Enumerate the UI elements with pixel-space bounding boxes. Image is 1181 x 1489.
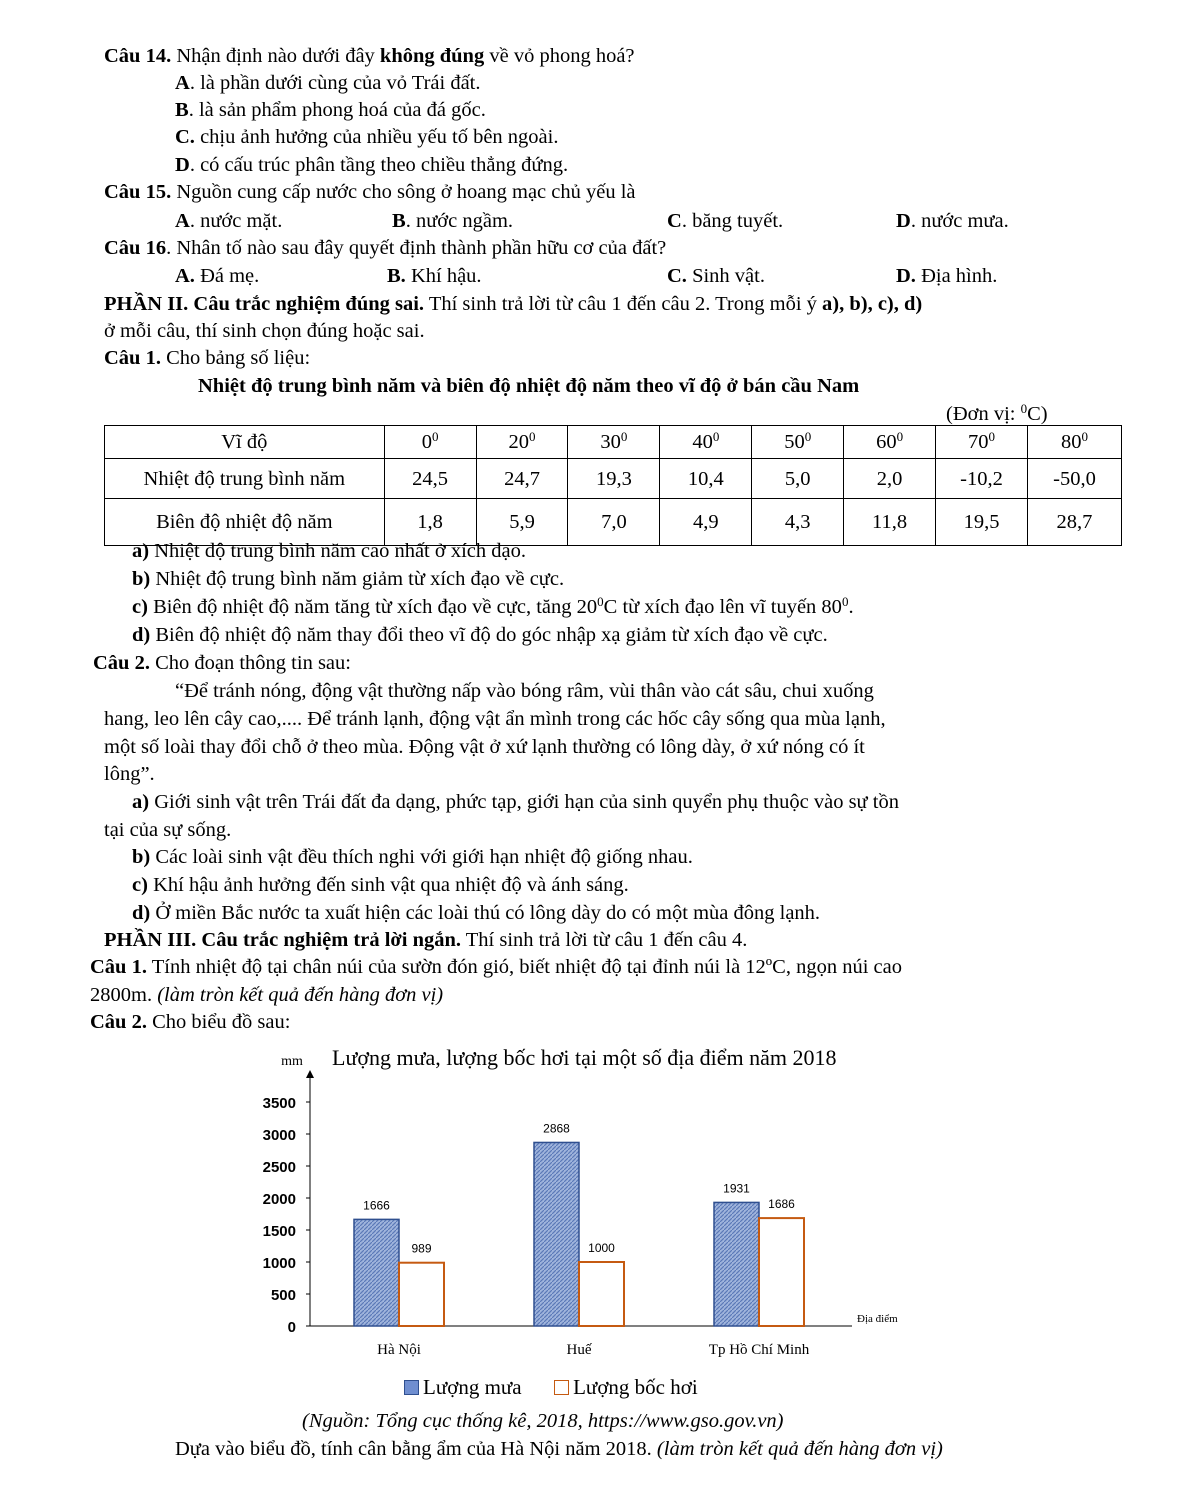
- option-text: Sinh vật.: [686, 265, 765, 287]
- p2q2-item-a[interactable]: [132, 788, 899, 816]
- quote-line-4: lông”.: [104, 763, 155, 785]
- table-row-latitude: [105, 426, 1122, 459]
- y-ticks: [263, 1095, 310, 1336]
- option-text: Địa hình.: [915, 265, 998, 287]
- bar-value-label: 2868: [543, 1121, 570, 1136]
- item-key: c): [132, 874, 148, 896]
- bar-rain: [534, 1142, 579, 1326]
- table-cell: -10,2: [936, 459, 1028, 499]
- q16-option-a[interactable]: [175, 262, 259, 290]
- row-header: Biên độ nhiệt độ năm: [105, 499, 385, 546]
- item-text: Nhiệt độ trung bình năm cao nhất ở xích đạo.: [149, 540, 526, 562]
- x-tick-label: Tp Hồ Chí Minh: [708, 1342, 810, 1358]
- bar-value-label: 1931: [723, 1181, 750, 1196]
- item-key: a): [132, 540, 150, 562]
- q14-text-post: về vỏ phong hoá?: [484, 45, 635, 67]
- latitude-value: 0: [421, 431, 432, 453]
- q15-text: Nguồn cung cấp nước cho sông ở hoang mạc chủ yếu là: [171, 181, 636, 203]
- y-tick-label: 1500: [262, 1223, 296, 1240]
- table-row-avg-temp: [105, 459, 1122, 499]
- q14-option-c[interactable]: [175, 123, 558, 151]
- table-cell: 28,7: [1027, 499, 1121, 546]
- q14-option-b[interactable]: [175, 96, 486, 124]
- q16-option-c[interactable]: [667, 262, 765, 290]
- latitude-value: 70: [968, 431, 989, 453]
- table-cell: 5,9: [476, 499, 568, 546]
- option-text: Khí hậu.: [405, 265, 482, 287]
- p2q2-text: Cho đoạn thông tin sau:: [149, 652, 351, 674]
- item-text: Ở miền Bắc nước ta xuất hiện các loài thú có lông dày do có một mùa đông lạnh.: [150, 902, 821, 924]
- q14-option-a[interactable]: [175, 69, 481, 97]
- option-key: D: [896, 210, 911, 232]
- unit-text: (Đơn vị:: [946, 403, 1021, 425]
- latitude-cell: [476, 426, 568, 459]
- latitude-value: 50: [784, 431, 805, 453]
- chart-title: Lượng mưa, lượng bốc hơi tại một số địa điểm năm 2018: [332, 1045, 837, 1070]
- x-tick-label: Hà Nội: [377, 1342, 421, 1358]
- y-tick-label: 500: [270, 1287, 296, 1304]
- item-text: Các loài sinh vật đều thích nghi với giới hạn nhiệt độ giống nhau.: [150, 846, 693, 868]
- p3q2-question-text: Dựa vào biểu đồ, tính cân bằng ẩm của Hà Nội năm 2018.: [175, 1438, 657, 1460]
- q16-text: . Nhân tố nào sau đây quyết định thành phần hữu cơ của đất?: [166, 237, 667, 259]
- table-cell: 19,3: [568, 459, 660, 499]
- option-key: C.: [667, 265, 687, 287]
- q14-stem: [104, 42, 635, 70]
- bar-value-label: 989: [411, 1241, 432, 1256]
- chart-legend: [404, 1373, 698, 1401]
- q15-label: Câu 15.: [104, 181, 172, 203]
- p2q2-item-d[interactable]: [132, 899, 820, 927]
- bars: [354, 1121, 804, 1326]
- table-cell: 24,5: [384, 459, 476, 499]
- latitude-value: 30: [600, 431, 621, 453]
- q14-text-pre: Nhận định nào dưới đây: [171, 45, 380, 67]
- y-axis-unit: mm: [281, 1054, 303, 1069]
- q14-text-bold: không đúng: [379, 45, 485, 67]
- table-cell: 19,5: [936, 499, 1028, 546]
- p3q2-stem: [90, 1008, 290, 1036]
- item-key: d): [132, 624, 151, 646]
- item-key: a): [132, 791, 150, 813]
- y-tick-label: 3500: [262, 1095, 296, 1112]
- part2-heading: [104, 290, 922, 318]
- option-text: . có cấu trúc phân tầng theo chiều thẳng đứng.: [189, 154, 569, 176]
- option-text: . nước mưa.: [910, 210, 1009, 232]
- table-cell: 24,7: [476, 459, 568, 499]
- option-key: C: [667, 210, 682, 232]
- bar-evap: [399, 1263, 444, 1326]
- degree-sup: 0: [1081, 429, 1088, 444]
- item-key: b): [132, 568, 151, 590]
- part2-title: PHẦN II. Câu trắc nghiệm đúng sai.: [104, 293, 425, 315]
- latitude-cell: [1027, 426, 1121, 459]
- q14-label: Câu 14.: [104, 45, 172, 67]
- item-text: Biên độ nhiệt độ năm thay đổi theo vĩ độ do góc nhập xạ giảm từ xích đạo về cực.: [150, 624, 828, 646]
- p3q1-rounding-note: (làm tròn kết quả đến hàng đơn vị): [157, 984, 444, 1006]
- p2q1-item-d[interactable]: [132, 621, 828, 649]
- unit-degree: 0: [1020, 401, 1028, 416]
- table-cell: 7,0: [568, 499, 660, 546]
- quote-line-3: một số loài thay đổi chỗ ở theo mùa. Động vật ở xứ lạnh thường có lông dày, ở xứ nóng có ít: [104, 736, 865, 758]
- part2-instruction-line2: ở mỗi câu, thí sinh chọn đúng hoặc sai.: [104, 320, 425, 342]
- bar-value-label: 1000: [588, 1241, 615, 1255]
- latitude-cell: [384, 426, 476, 459]
- latitude-value: 60: [876, 431, 897, 453]
- option-text: . nước mặt.: [189, 210, 283, 232]
- p3q2-question: [175, 1435, 943, 1463]
- q15-stem: [104, 178, 636, 206]
- option-text: chịu ảnh hưởng của nhiều yếu tố bên ngoài.: [194, 126, 559, 148]
- degree-sup: 0: [988, 429, 996, 444]
- degree-sup: 0: [841, 594, 849, 609]
- p2q2-label: Câu 2.: [93, 652, 150, 674]
- chart-source: (Nguồn: Tổng cục thống kê, 2018, https://www.gso.gov.vn): [302, 1410, 784, 1432]
- bar-value-label: 1686: [768, 1197, 795, 1212]
- p2q2-item-a-cont: tại của sự sống.: [104, 819, 232, 841]
- option-key: B: [392, 210, 406, 232]
- p3q1-label: Câu 1.: [90, 956, 147, 978]
- y-tick-label: 1000: [262, 1255, 296, 1272]
- row-header: Vĩ độ: [105, 426, 385, 459]
- option-key: A: [175, 72, 190, 94]
- latitude-cell: [568, 426, 660, 459]
- table-cell: 10,4: [660, 459, 752, 499]
- table-cell: 2,0: [844, 459, 936, 499]
- latitude-cell: [660, 426, 752, 459]
- unit-text-end: C): [1027, 403, 1048, 425]
- option-key: A: [175, 210, 190, 232]
- option-key: B: [175, 99, 189, 121]
- p2q2-stem: [93, 649, 351, 677]
- item-key: b): [132, 846, 151, 868]
- q15-option-a[interactable]: [175, 207, 282, 235]
- p3q1-line2: [90, 981, 443, 1009]
- option-text: . là sản phẩm phong hoá của đá gốc.: [188, 99, 486, 121]
- latitude-value: 40: [692, 431, 713, 453]
- q15-option-b[interactable]: [392, 207, 513, 235]
- legend-swatch-rain-icon: [404, 1380, 419, 1395]
- p2q1-label: Câu 1.: [104, 347, 161, 369]
- q16-stem: [104, 234, 666, 262]
- option-text: . nước ngầm.: [405, 210, 514, 232]
- option-key: A.: [175, 265, 195, 287]
- p3q1-stem: [90, 953, 902, 981]
- option-text: . băng tuyết.: [681, 210, 784, 232]
- p2q2-item-b[interactable]: [132, 843, 693, 871]
- table-cell: 11,8: [844, 499, 936, 546]
- p3q2-rounding-note: (làm tròn kết quả đến hàng đơn vị): [656, 1438, 943, 1460]
- item-text: .: [848, 596, 854, 618]
- quote-line-1: “Để tránh nóng, động vật thường nấp vào bóng râm, vùi thân vào cát sâu, chui xuống: [175, 680, 874, 702]
- q14-option-d[interactable]: [175, 151, 568, 179]
- option-key: B.: [387, 265, 406, 287]
- p3q1-text: Tính nhiệt độ tại chân núi của sườn đón gió, biết nhiệt độ tại đỉnh núi là 12ºC, ngọn núi cao: [146, 956, 902, 978]
- option-key: D.: [896, 265, 916, 287]
- p3q2-label: Câu 2.: [90, 1011, 147, 1033]
- p3q1-text-line2: 2800m.: [90, 984, 158, 1006]
- item-text: C từ xích đạo lên vĩ tuyến 80: [603, 596, 842, 618]
- q16-option-b[interactable]: [387, 262, 482, 290]
- part2-items: a), b), c), d): [822, 293, 923, 315]
- option-key: C.: [175, 126, 195, 148]
- legend-swatch-evap-icon: [554, 1380, 569, 1395]
- y-tick-label: 2500: [262, 1159, 296, 1176]
- rainfall-evaporation-chart: [240, 1038, 920, 1368]
- latitude-cell: [936, 426, 1028, 459]
- degree-sup: 0: [712, 429, 720, 444]
- p3q2-text: Cho biểu đồ sau:: [146, 1011, 291, 1033]
- legend-label-rain: Lượng mưa: [423, 1375, 522, 1399]
- latitude-cell: [752, 426, 844, 459]
- table-cell: -50,0: [1027, 459, 1121, 499]
- option-text: Đá mẹ.: [194, 265, 260, 287]
- part3-instruction: Thí sinh trả lời từ câu 1 đến câu 4.: [461, 929, 748, 951]
- y-tick-label: 2000: [262, 1191, 296, 1208]
- item-text: Giới sinh vật trên Trái đất đa dạng, phức tạp, giới hạn của sinh quyển phụ thuộc vào sự tồn: [149, 791, 899, 813]
- bar-rain: [714, 1202, 759, 1326]
- part2-instruction: Thí sinh trả lời từ câu 1 đến câu 2. Trong mỗi ý: [424, 293, 823, 315]
- part3-title: PHẦN III. Câu trắc nghiệm trả lời ngắn.: [104, 929, 462, 951]
- x-labels: [377, 1342, 810, 1358]
- p2q1-text: Cho bảng số liệu:: [160, 347, 311, 369]
- item-key: d): [132, 902, 151, 924]
- degree-sup: 0: [804, 429, 812, 444]
- part3-heading: [104, 926, 747, 954]
- bar-rain: [354, 1219, 399, 1326]
- q15-option-c[interactable]: [667, 207, 783, 235]
- bar-evap: [579, 1262, 624, 1326]
- bar-evap: [759, 1218, 804, 1326]
- degree-sup: 0: [431, 429, 439, 444]
- y-tick-label: 3000: [262, 1127, 296, 1144]
- table-cell: 5,0: [752, 459, 844, 499]
- x-axis-label: Địa điểm: [857, 1313, 898, 1325]
- bar-value-label: 1666: [363, 1198, 390, 1213]
- table-cell: 4,9: [660, 499, 752, 546]
- degree-sup: 0: [597, 594, 604, 609]
- p2q1-stem: [104, 344, 310, 372]
- item-text: Khí hậu ảnh hưởng đến sinh vật qua nhiệt độ và ánh sáng.: [147, 874, 629, 896]
- latitude-value: 20: [508, 431, 529, 453]
- table-unit: [946, 400, 1048, 428]
- quote-line-2: hang, leo lên cây cao,.... Để tránh lạnh, động vật ẩn mình trong các hốc cây sống qua mùa lạnh,: [104, 708, 886, 730]
- legend-label-evap: Lượng bốc hơi: [573, 1375, 698, 1399]
- y-axis-arrow-icon: [306, 1070, 314, 1078]
- latitude-value: 80: [1060, 431, 1082, 453]
- q16-option-d[interactable]: [896, 262, 997, 290]
- item-text: Biên độ nhiệt độ năm tăng từ xích đạo về cực, tăng 20: [147, 596, 598, 618]
- degree-sup: 0: [896, 429, 904, 444]
- q15-option-d[interactable]: [896, 207, 1009, 235]
- y-tick-label: 0: [287, 1319, 296, 1336]
- degree-sup: 0: [620, 429, 628, 444]
- item-text: Nhiệt độ trung bình năm giảm từ xích đạo về cực.: [150, 568, 565, 590]
- p2q2-item-c[interactable]: [132, 871, 629, 899]
- option-key: D: [175, 154, 190, 176]
- p2q1-item-a[interactable]: [132, 537, 526, 565]
- x-tick-label: Huế: [566, 1342, 592, 1358]
- degree-sup: 0: [529, 429, 536, 444]
- row-header: Nhiệt độ trung bình năm: [105, 459, 385, 499]
- item-key: c): [132, 596, 148, 618]
- q16-label: Câu 16: [104, 237, 167, 259]
- table-cell: 4,3: [752, 499, 844, 546]
- p2q1-item-b[interactable]: [132, 565, 564, 593]
- temperature-table: [104, 425, 1122, 546]
- option-text: . là phần dưới cùng của vỏ Trái đất.: [189, 72, 481, 94]
- latitude-cell: [844, 426, 936, 459]
- p2q1-item-c[interactable]: [132, 593, 854, 621]
- table-cell: 1,8: [384, 499, 476, 546]
- table-title: Nhiệt độ trung bình năm và biên độ nhiệt độ năm theo vĩ độ ở bán cầu Nam: [198, 375, 860, 397]
